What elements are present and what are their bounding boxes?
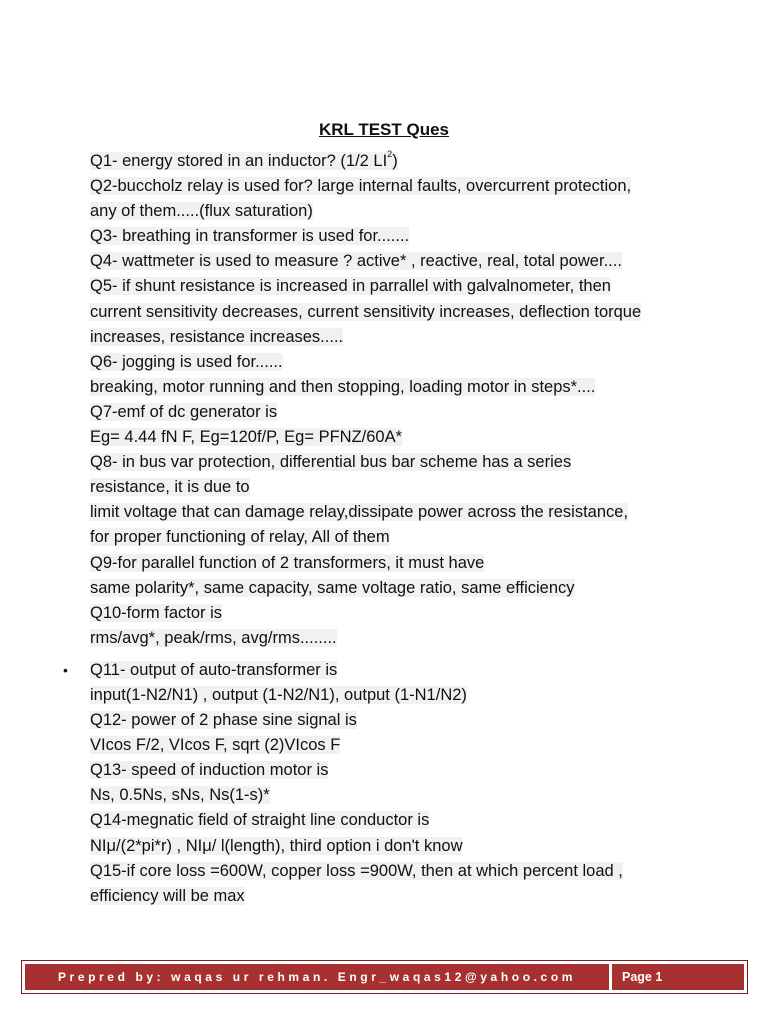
line-text: NIμ/(2*pi*r) , NIμ/ l(length), third option i don't know: [90, 836, 463, 855]
document-title: KRL TEST Ques: [318, 120, 450, 139]
question-line: [90, 551, 690, 576]
question-line: [90, 758, 690, 783]
q1-highlight: [90, 149, 398, 170]
question-line: [90, 834, 690, 859]
question-line: [90, 274, 690, 299]
question-line: [90, 249, 690, 274]
q1-text: Q1- energy stored in an inductor? (1/2 LI: [90, 152, 388, 170]
question-line: [90, 300, 690, 325]
question-line: [90, 425, 690, 450]
footer-author: Prepred by: waqas ur rehman. Engr_waqas12@yahoo.com: [25, 964, 609, 990]
line-text: Ns, 0.5Ns, sNs, Ns(1-s)*: [90, 786, 270, 805]
line-text: Q13- speed of induction motor is: [90, 761, 329, 780]
question-line: [90, 783, 690, 808]
line-text: breaking, motor running and then stopping, loading motor in steps*....: [90, 377, 596, 396]
line-text: efficiency will be max: [90, 886, 245, 905]
question-list: [63, 149, 690, 909]
line-text: input(1-N2/N1) , output (1-N2/N1), output (1-N1/N2): [90, 685, 467, 704]
line-text: VIcos F/2, VIcos F, sqrt (2)VIcos F: [90, 736, 341, 755]
question-line: [90, 626, 690, 651]
line-text: Q12- power of 2 phase sine signal is: [90, 711, 357, 730]
line-text: resistance, it is due to: [90, 478, 250, 497]
question-line: [90, 683, 690, 708]
question-line: [90, 576, 690, 601]
question-line: [90, 350, 690, 375]
bullet-icon: •: [63, 661, 68, 678]
question-line: [90, 400, 690, 425]
question-line: [90, 733, 690, 758]
line-text: any of them.....(flux saturation): [90, 202, 313, 221]
paragraph-gap: [90, 651, 690, 658]
line-text: same polarity*, same capacity, same voltage ratio, same efficiency: [90, 578, 575, 597]
line-text: Q9-for parallel function of 2 transformers, it must have: [90, 553, 485, 572]
line-text: Q2-buccholz relay is used for? large internal faults, overcurrent protection,: [90, 177, 632, 196]
question-line: [90, 450, 690, 475]
question-line: [90, 859, 690, 884]
question-line: [90, 708, 690, 733]
line-text: Q8- in bus var protection, differential bus bar scheme has a series: [90, 453, 572, 472]
question-line: [90, 500, 690, 525]
question-line: [90, 199, 690, 224]
line-text: Q15-if core loss =600W, copper loss =900W, then at which percent load ,: [90, 861, 623, 880]
line-text: Q3- breathing in transformer is used for.......: [90, 227, 410, 246]
q1-close: ): [392, 152, 398, 170]
line-text: increases, resistance increases.....: [90, 327, 344, 346]
bullet-list-item: [63, 658, 690, 683]
line-text: rms/avg*, peak/rms, avg/rms........: [90, 628, 337, 647]
line-text: current sensitivity decreases, current sensitivity increases, deflection torque: [90, 302, 642, 321]
question-line: [90, 525, 690, 550]
line-text: Q7-emf of dc generator is: [90, 402, 278, 421]
question-line: [90, 224, 690, 249]
q1-superscript: 2: [387, 149, 393, 159]
line-text: Q6- jogging is used for......: [90, 352, 283, 371]
question-line: [90, 475, 690, 500]
question-line: [90, 174, 690, 199]
question-line: [90, 325, 690, 350]
line-text: Q4- wattmeter is used to measure ? active* , reactive, real, total power....: [90, 252, 622, 271]
line-text: Eg= 4.44 fN F, Eg=120f/P, Eg= PFNZ/60A*: [90, 428, 403, 447]
line-text: Q14-megnatic field of straight line conductor is: [90, 811, 430, 830]
line-text: for proper functioning of relay, All of them: [90, 528, 390, 547]
question-line: [90, 884, 690, 909]
question-line: [90, 601, 690, 626]
question-line: [90, 375, 690, 400]
footer-page-number: Page 1: [612, 964, 744, 990]
line-text: Q5- if shunt resistance is increased in parrallel with galvalnometer, then: [90, 277, 611, 296]
page-footer: [21, 960, 748, 994]
question-line: [90, 808, 690, 833]
line-text: Q11- output of auto-transformer is: [90, 660, 338, 679]
line-text: limit voltage that can damage relay,dissipate power across the resistance,: [90, 503, 629, 522]
question-line-q1: [90, 149, 690, 174]
line-text: Q10-form factor is: [90, 603, 223, 622]
